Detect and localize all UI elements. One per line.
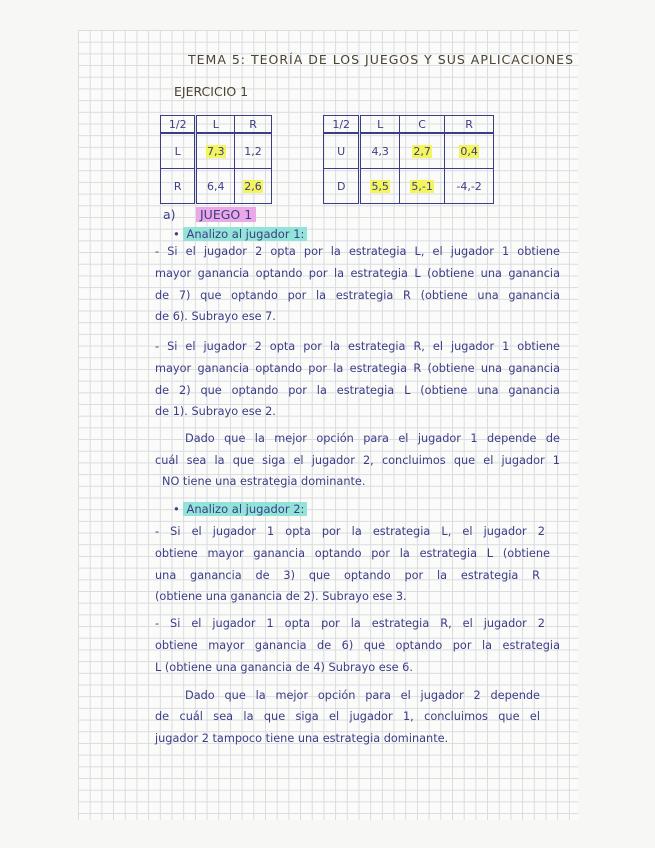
text-line: una ganancia de 3) que optando por la estrategia R — [155, 569, 540, 582]
text-line: Dado que la mejor opción para el jugador 2 depende — [185, 689, 540, 702]
text-line: cuál sea la que siga el jugador 2, concluimos que el jugador 1 — [155, 454, 560, 467]
table-cell: 2,7 — [413, 144, 431, 158]
table-cell: L — [196, 116, 235, 134]
text-line: - Si el jugador 1 opta por la estrategia L, el jugador 2 — [155, 525, 545, 538]
table-cell: R — [161, 169, 196, 204]
analysis1-heading: Analizo al jugador 1: — [183, 227, 307, 241]
table-cell: R — [445, 116, 494, 134]
section-title: JUEGO 1 — [196, 207, 256, 222]
table-cell: R — [235, 116, 272, 134]
page-title: TEMA 5: TEORÍA DE LOS JUEGOS Y SUS APLICACIONES — [188, 52, 575, 67]
table-cell: 1,2 — [235, 133, 272, 169]
text-line: de 6). Subrayo ese 7. — [155, 310, 276, 323]
table-cell: 5,5 — [371, 179, 389, 193]
table-cell: U — [324, 133, 360, 169]
table-cell: 4,3 — [360, 133, 400, 169]
text-line: de 7) que optando por la estrategia R (obtiene una ganancia — [155, 289, 560, 302]
table-cell: 1/2 — [324, 116, 360, 134]
payoff-table-1 — [160, 115, 272, 204]
payoff-table-2 — [323, 115, 494, 204]
table-cell: L — [360, 116, 400, 134]
text-line: (obtiene una ganancia de 2). Subrayo ese 3. — [155, 590, 407, 603]
exercise-heading: EJERCICIO 1 — [174, 84, 249, 99]
text-line: mayor ganancia optando por la estrategia R (obtiene una ganancia — [155, 362, 560, 375]
analysis2-heading: Analizo al jugador 2: — [183, 502, 307, 516]
text-line: de 2) que optando por la estrategia L (obtiene una ganancia — [155, 384, 560, 397]
text-line: - Si el jugador 2 opta por la estrategia L, el jugador 1 obtiene — [155, 245, 560, 258]
table-cell: 0,4 — [460, 144, 478, 158]
table-cell: 1/2 — [161, 116, 196, 134]
text-line: - Si el jugador 1 opta por la estrategia R, el jugador 2 — [155, 617, 545, 630]
table-cell: 2,6 — [244, 179, 262, 193]
table-cell: 6,4 — [196, 169, 235, 204]
section-label: a) — [163, 207, 176, 222]
text-line: Dado que la mejor opción para el jugador 1 depende de — [185, 432, 560, 445]
text-line: mayor ganancia optando por la estrategia L (obtiene una ganancia — [155, 267, 560, 280]
text-line: - Si el jugador 2 opta por la estrategia R, el jugador 1 obtiene — [155, 340, 560, 353]
text-line: obtiene mayor ganancia de 6) que optando por la estrategia — [155, 639, 560, 652]
table-cell: C — [400, 116, 445, 134]
table-cell: D — [324, 169, 360, 204]
text-line: NO tiene una estrategia dominante. — [162, 475, 366, 488]
text-line: de cuál sea la que siga el jugador 1, concluimos que el — [155, 710, 540, 723]
table-cell: L — [161, 133, 196, 169]
text-line: obtiene mayor ganancia optando por la estrategia L (obtiene — [155, 547, 550, 560]
text-line: jugador 2 tampoco tiene una estrategia dominante. — [155, 732, 449, 745]
text-line: L (obtiene una ganancia de 4) Subrayo ese 6. — [155, 661, 413, 674]
table-cell: -4,-2 — [445, 169, 494, 204]
table-cell: 7,3 — [207, 144, 225, 158]
text-line: de 1). Subrayo ese 2. — [155, 405, 276, 418]
table-cell: 5,-1 — [411, 179, 433, 193]
